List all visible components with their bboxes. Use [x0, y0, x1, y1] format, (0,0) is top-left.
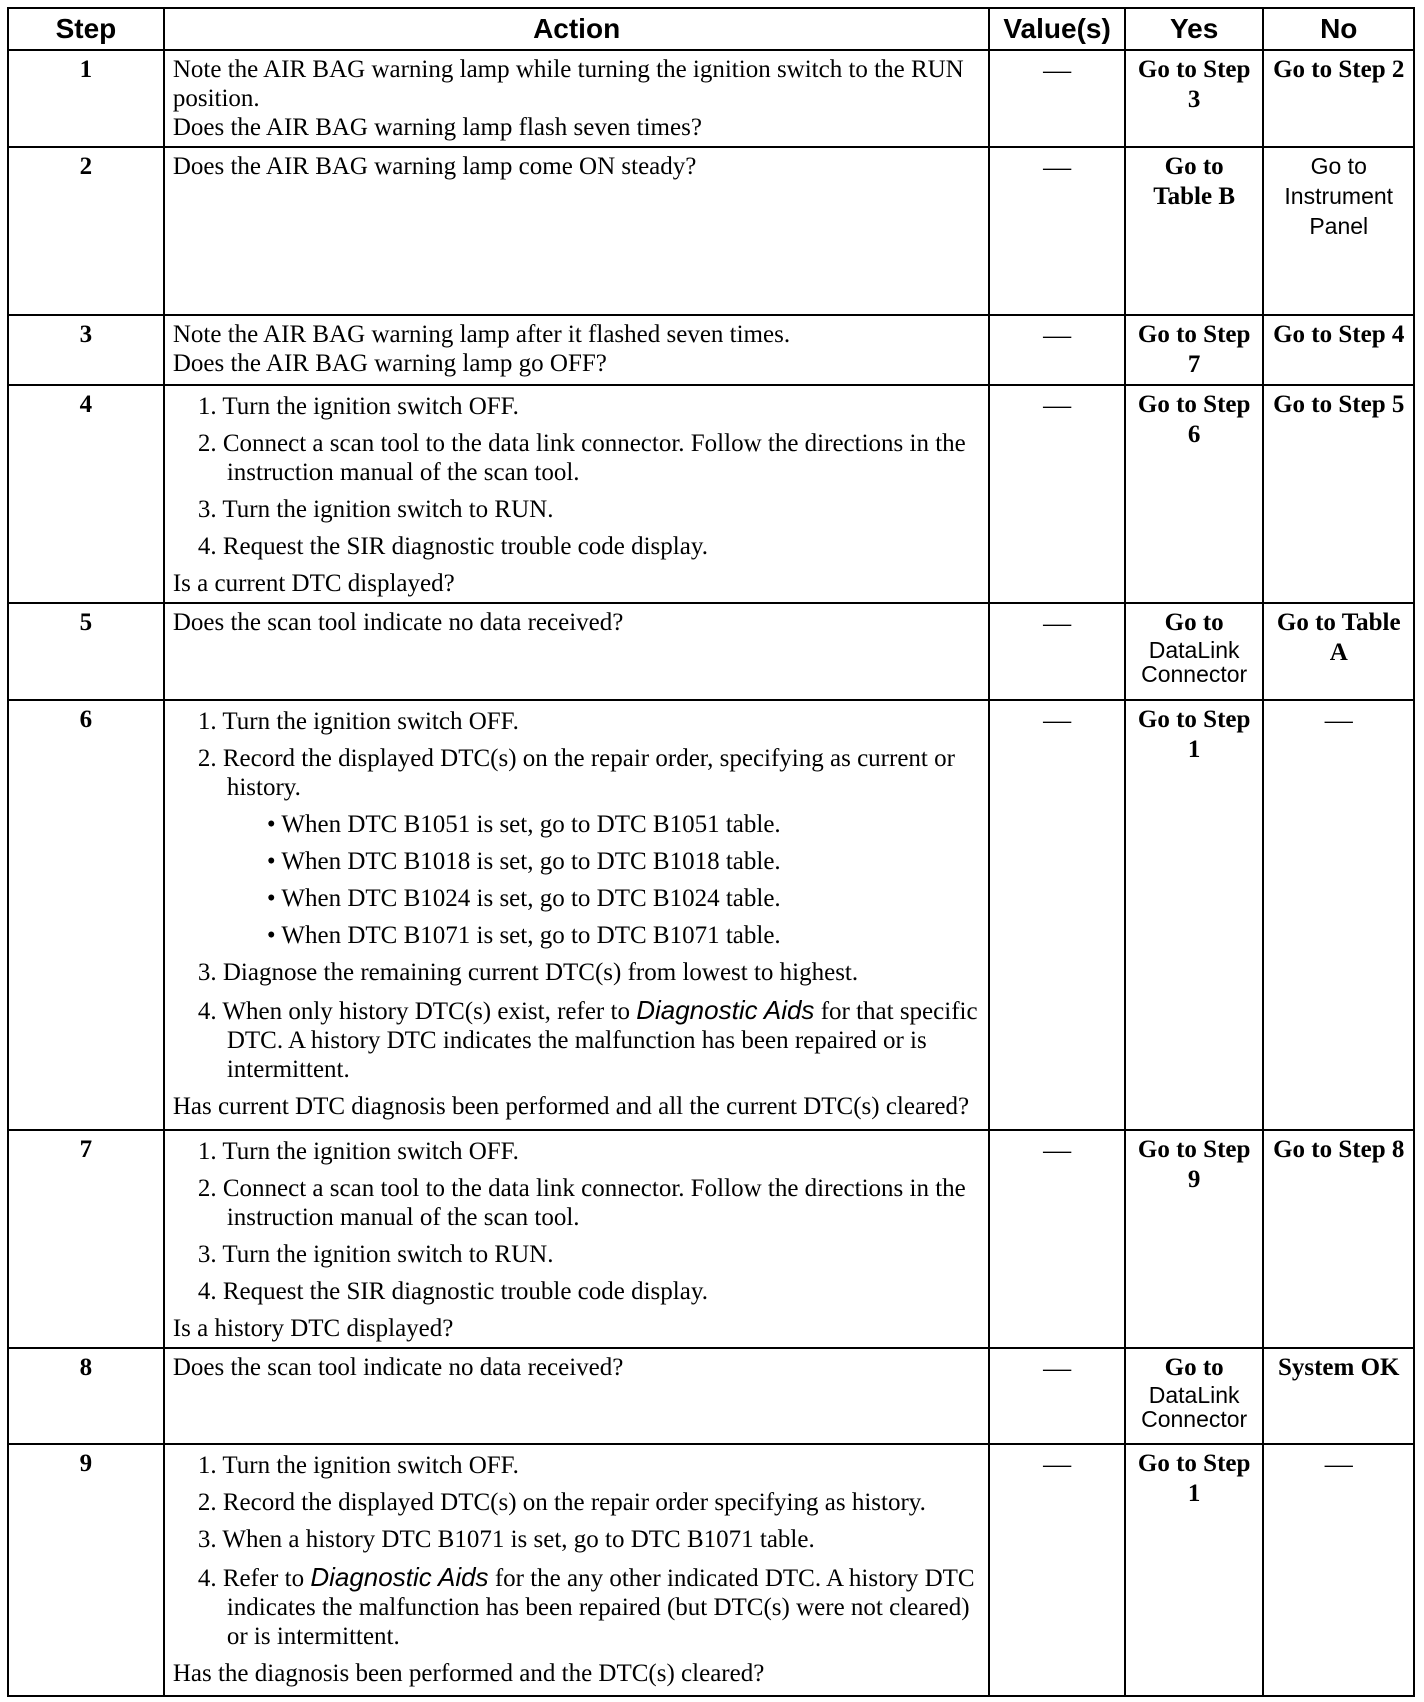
- no-cell: [1263, 147, 1414, 315]
- action-question: Has current DTC diagnosis been performed and all the current DTC(s) cleared?: [172, 1093, 970, 1120]
- action-question: Does the AIR BAG warning lamp come ON steady?: [172, 153, 697, 180]
- action-cell: [164, 1348, 990, 1444]
- value-cell: —: [989, 1130, 1124, 1348]
- value-cell: —: [989, 700, 1124, 1130]
- value-cell: —: [989, 603, 1124, 700]
- no-cell: Go to Step 2: [1263, 50, 1414, 147]
- yes-cell: [1125, 1348, 1264, 1444]
- yes-text: Go to: [1164, 1354, 1224, 1381]
- value-cell: —: [989, 1444, 1124, 1696]
- action-item: 4. Request the SIR diagnostic trouble code display.: [197, 1278, 708, 1305]
- table-row: [8, 1130, 1414, 1348]
- action-question: Is a current DTC displayed?: [172, 570, 455, 597]
- header-step: Step: [8, 8, 164, 50]
- action-item: 2. Connect a scan tool to the data link connector. Follow the directions in the instruction manual of the scan tool.: [197, 430, 966, 486]
- yes-cell: Go to Table B: [1125, 147, 1264, 315]
- no-cell: Go to Step 5: [1263, 385, 1414, 603]
- item-text: 4. Refer to: [197, 1565, 311, 1592]
- step-number: 2: [8, 147, 164, 315]
- action-item: 1. Turn the ignition switch OFF.: [197, 1452, 519, 1479]
- step-number: 9: [8, 1444, 164, 1696]
- action-question: Does the scan tool indicate no data received?: [172, 1354, 624, 1381]
- action-bullet: • When DTC B1051 is set, go to DTC B1051 table.: [266, 811, 781, 838]
- no-cell: Go to Step 4: [1263, 315, 1414, 385]
- header-row: [8, 8, 1414, 50]
- step-number: 8: [8, 1348, 164, 1444]
- action-item: 3. Turn the ignition switch to RUN.: [197, 496, 554, 523]
- table-row: [8, 1348, 1414, 1444]
- action-bullet: • When DTC B1018 is set, go to DTC B1018 table.: [266, 848, 781, 875]
- action-item: [173, 1562, 981, 1651]
- no-cell: Go to Table A: [1263, 603, 1414, 700]
- table-row: [8, 603, 1414, 700]
- yes-cell: [1125, 603, 1264, 700]
- yes-link-text: DataLink Connector: [1141, 637, 1248, 688]
- diagnostic-aids-ref: Diagnostic Aids: [310, 1562, 489, 1592]
- value-cell: —: [989, 315, 1124, 385]
- action-question: Has the diagnosis been performed and the DTC(s) cleared?: [172, 1660, 765, 1687]
- action-item: 2. Connect a scan tool to the data link connector. Follow the directions in the instruction manual of the scan tool.: [197, 1175, 966, 1231]
- header-yes: Yes: [1125, 8, 1264, 50]
- step-number: 4: [8, 385, 164, 603]
- action-cell: [164, 50, 990, 147]
- item-text: 4. When only history DTC(s) exist, refer to: [197, 998, 637, 1025]
- table-row: [8, 385, 1414, 603]
- action-cell: [164, 385, 990, 603]
- diagnostic-table: [7, 7, 1415, 1697]
- no-text: Go to Instrument Panel: [1284, 153, 1394, 239]
- action-item: 4. Request the SIR diagnostic trouble code display.: [197, 533, 708, 560]
- action-item: [173, 995, 981, 1084]
- action-bullet: • When DTC B1071 is set, go to DTC B1071 table.: [266, 922, 781, 949]
- step-number: 3: [8, 315, 164, 385]
- header-action: Action: [164, 8, 990, 50]
- yes-link-text: DataLink Connector: [1141, 1382, 1248, 1433]
- table-row: [8, 147, 1414, 315]
- action-line: Note the AIR BAG warning lamp while turning the ignition switch to the RUN position.: [172, 56, 964, 112]
- table-row: [8, 1444, 1414, 1696]
- value-cell: —: [989, 1348, 1124, 1444]
- yes-cell: Go to Step 9: [1125, 1130, 1264, 1348]
- action-line: Note the AIR BAG warning lamp after it flashed seven times.: [172, 321, 791, 348]
- step-number: 6: [8, 700, 164, 1130]
- yes-cell: Go to Step 6: [1125, 385, 1264, 603]
- action-item: 1. Turn the ignition switch OFF.: [197, 708, 519, 735]
- action-item: 2. Record the displayed DTC(s) on the repair order, specifying as current or history.: [197, 745, 955, 801]
- table-row: [8, 50, 1414, 147]
- action-item: 3. When a history DTC B1071 is set, go to DTC B1071 table.: [197, 1526, 815, 1553]
- item-text: for the any other indicated DTC. A history DTC indicates the malfunction has been repaired (but DTC(s) were not cleared) or is intermittent.: [226, 1565, 975, 1650]
- diagnostic-aids-ref: Diagnostic Aids: [636, 995, 815, 1025]
- header-no: No: [1263, 8, 1414, 50]
- header-values: Value(s): [989, 8, 1124, 50]
- yes-cell: Go to Step 3: [1125, 50, 1264, 147]
- action-cell: [164, 603, 990, 700]
- table-row: [8, 315, 1414, 385]
- value-cell: —: [989, 147, 1124, 315]
- yes-cell: Go to Step 1: [1125, 1444, 1264, 1696]
- item-text: for that specific DTC. A history DTC indicates the malfunction has been repaired or is intermittent.: [226, 998, 978, 1083]
- table-row: [8, 700, 1414, 1130]
- step-number: 5: [8, 603, 164, 700]
- action-item: 1. Turn the ignition switch OFF.: [197, 1138, 519, 1165]
- action-item: 3. Diagnose the remaining current DTC(s) from lowest to highest.: [197, 959, 859, 986]
- no-cell: —: [1263, 700, 1414, 1130]
- action-cell: [164, 700, 990, 1130]
- action-cell: [164, 1130, 990, 1348]
- action-item: 2. Record the displayed DTC(s) on the repair order specifying as history.: [197, 1489, 926, 1516]
- action-cell: [164, 147, 990, 315]
- step-number: 7: [8, 1130, 164, 1348]
- value-cell: —: [989, 385, 1124, 603]
- action-question: Does the AIR BAG warning lamp go OFF?: [172, 350, 607, 377]
- no-cell: System OK: [1263, 1348, 1414, 1444]
- value-cell: —: [989, 50, 1124, 147]
- no-cell: —: [1263, 1444, 1414, 1696]
- action-item: 3. Turn the ignition switch to RUN.: [197, 1241, 554, 1268]
- action-item: 1. Turn the ignition switch OFF.: [197, 393, 519, 420]
- yes-cell: Go to Step 7: [1125, 315, 1264, 385]
- no-cell: Go to Step 8: [1263, 1130, 1414, 1348]
- action-question: Does the AIR BAG warning lamp flash seven times?: [172, 114, 702, 141]
- action-cell: [164, 1444, 990, 1696]
- yes-cell: Go to Step 1: [1125, 700, 1264, 1130]
- yes-text: Go to: [1164, 609, 1224, 636]
- action-question: Does the scan tool indicate no data received?: [172, 609, 624, 636]
- action-question: Is a history DTC displayed?: [172, 1315, 454, 1342]
- action-bullet: • When DTC B1024 is set, go to DTC B1024 table.: [266, 885, 781, 912]
- step-number: 1: [8, 50, 164, 147]
- action-cell: [164, 315, 990, 385]
